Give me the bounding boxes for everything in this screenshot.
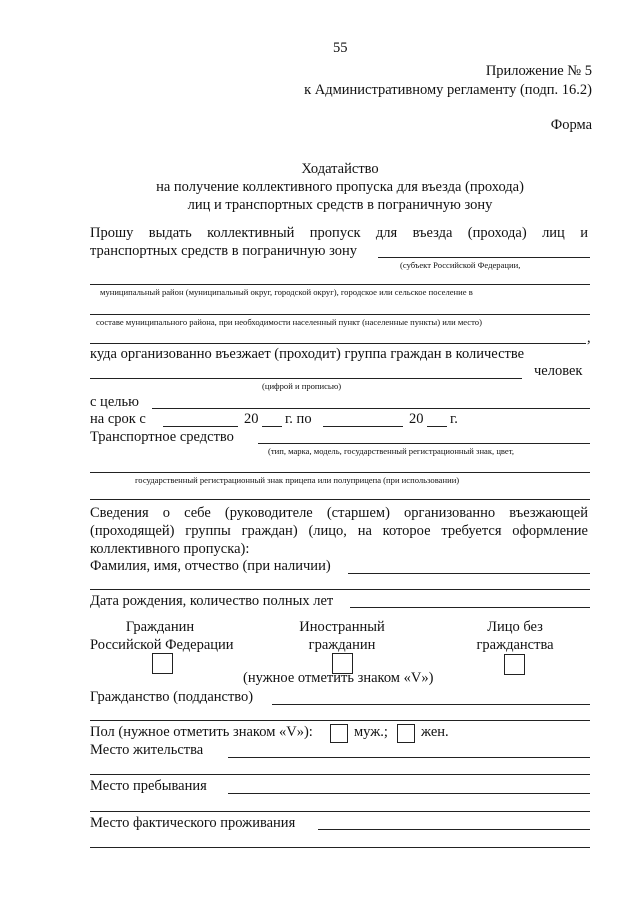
checkbox-stateless[interactable] [504, 654, 525, 675]
option-stateless-label: Лицо без гражданства [476, 619, 554, 653]
checkbox-male[interactable] [330, 724, 348, 743]
about-word: граждан) [241, 523, 298, 539]
vehicle-extra-line[interactable] [90, 499, 590, 500]
request-word: и [580, 225, 588, 241]
actual-residence-extra-line[interactable] [90, 847, 590, 848]
title-line-1: Ходатайство [301, 161, 379, 177]
subject-input-line[interactable] [378, 257, 590, 258]
term-from-label: на срок с [90, 411, 146, 427]
checkbox-russian-citizen[interactable] [152, 653, 173, 674]
actual-residence-label: Место фактического проживания [90, 815, 296, 831]
request-line-1 [90, 225, 588, 242]
form-label: Форма [550, 117, 592, 133]
citizenship-label: Гражданство (подданство) [90, 689, 254, 705]
stay-extra-line[interactable] [90, 811, 590, 812]
about-word: группы [185, 523, 231, 539]
trailer-input-line[interactable] [90, 472, 590, 473]
hint-vehicle-1: (тип, марка, модель, государственный регистрационный знак, цвет, [268, 446, 515, 456]
about-word: Сведения [90, 505, 149, 521]
about-word: (руководителе [224, 505, 313, 521]
fio-extra-line[interactable] [90, 589, 590, 590]
about-word: организованно [404, 505, 496, 521]
residence-input-line[interactable] [228, 757, 590, 758]
request-word: въезда [412, 225, 453, 241]
document-title [90, 160, 590, 214]
vehicle-label: Транспортное средство [90, 429, 234, 445]
request-word: коллективный [207, 225, 295, 241]
hint-settlement: составе муниципального района, при необходимости населенный пункт (населенные пункты) или место) [96, 317, 482, 327]
term-g-po: г. по [285, 411, 312, 427]
option-foreign-label: Иностранный гражданин [299, 619, 385, 653]
option-ru-label: Гражданин Российской Федерации [90, 619, 234, 653]
purpose-label: с целью [90, 394, 139, 410]
year-from-line[interactable] [262, 426, 282, 427]
fio-label: Фамилия, имя, отчество (при наличии) [90, 558, 331, 574]
fio-input-line[interactable] [348, 573, 590, 574]
request-word: Прошу [90, 225, 134, 241]
about-word: въезжающей [509, 505, 588, 521]
request-word: лиц [542, 225, 565, 241]
place-input-line[interactable] [90, 343, 586, 344]
about-word: (проходящей) [90, 523, 175, 539]
birth-input-line[interactable] [350, 607, 590, 608]
about-word: которое [382, 523, 431, 539]
sex-label: Пол (нужное отметить знаком «V»): [90, 724, 313, 740]
hint-vehicle-2: государственный регистрационный знак прицепа или полуприцепа (при использовании) [135, 475, 460, 485]
about-line-1 [90, 505, 588, 522]
purpose-input-line[interactable] [152, 408, 590, 409]
title-line-2: на получение коллективного пропуска для въезда (прохода) [156, 179, 524, 195]
hint-number: (цифрой и прописью) [262, 381, 342, 391]
stay-input-line[interactable] [228, 793, 590, 794]
about-word: оформление [512, 523, 588, 539]
residence-label: Место жительства [90, 742, 204, 758]
mark-hint: (нужное отметить знаком «V») [243, 670, 434, 686]
vehicle-input-line[interactable] [258, 443, 590, 444]
about-line-3: коллективного пропуска): [90, 541, 250, 557]
term-year-1: 20 [244, 411, 259, 427]
sex-male-label: муж.; [354, 724, 388, 740]
appendix-reference: к Административному регламенту (подп. 16.2) [304, 82, 592, 98]
request-word: выдать [148, 225, 192, 241]
stay-label: Место пребывания [90, 778, 207, 794]
about-word: о [162, 505, 171, 521]
title-line-3: лиц и транспортных средств в пограничную зону [187, 197, 493, 213]
page-number: 55 [333, 40, 348, 56]
appendix-number: Приложение № 5 [485, 63, 592, 79]
about-word: (старшем) [326, 505, 390, 521]
term-year-2: 20 [409, 411, 424, 427]
request-word: для [375, 225, 398, 241]
actual-residence-input-line[interactable] [318, 829, 590, 830]
term-g-end: г. [450, 411, 458, 427]
request-line-2: транспортных средств в пограничную зону [90, 243, 358, 259]
date-to-line[interactable] [323, 426, 403, 427]
about-line-2 [90, 523, 588, 540]
municipal-input-line[interactable] [90, 284, 590, 285]
citizenship-extra-line[interactable] [90, 720, 590, 721]
checkbox-female[interactable] [397, 724, 415, 743]
about-word: на [357, 523, 372, 539]
sex-female-label: жен. [421, 724, 449, 740]
citizenship-input-line[interactable] [272, 704, 590, 705]
hint-subject: (субъект Российской Федерации, [400, 260, 521, 270]
hint-municipal: муниципальный район (муниципальный округ, городской округ), городское или сельское поселение в [100, 287, 473, 297]
count-input-line[interactable] [90, 378, 522, 379]
people-label: человек [534, 363, 583, 379]
request-word: (прохода) [467, 225, 527, 241]
group-count-text: куда организованно въезжает (проходит) группа граждан в количестве [90, 346, 525, 362]
about-word: себе [184, 505, 211, 521]
birth-label: Дата рождения, количество полных лет [90, 593, 334, 609]
date-from-line[interactable] [163, 426, 238, 427]
year-to-line[interactable] [427, 426, 447, 427]
settlement-input-line[interactable] [90, 314, 590, 315]
request-word: пропуск [309, 225, 361, 241]
about-word: требуется [441, 523, 502, 539]
residence-extra-line[interactable] [90, 774, 590, 775]
about-word: (лицо, [308, 523, 347, 539]
comma: , [587, 330, 591, 346]
